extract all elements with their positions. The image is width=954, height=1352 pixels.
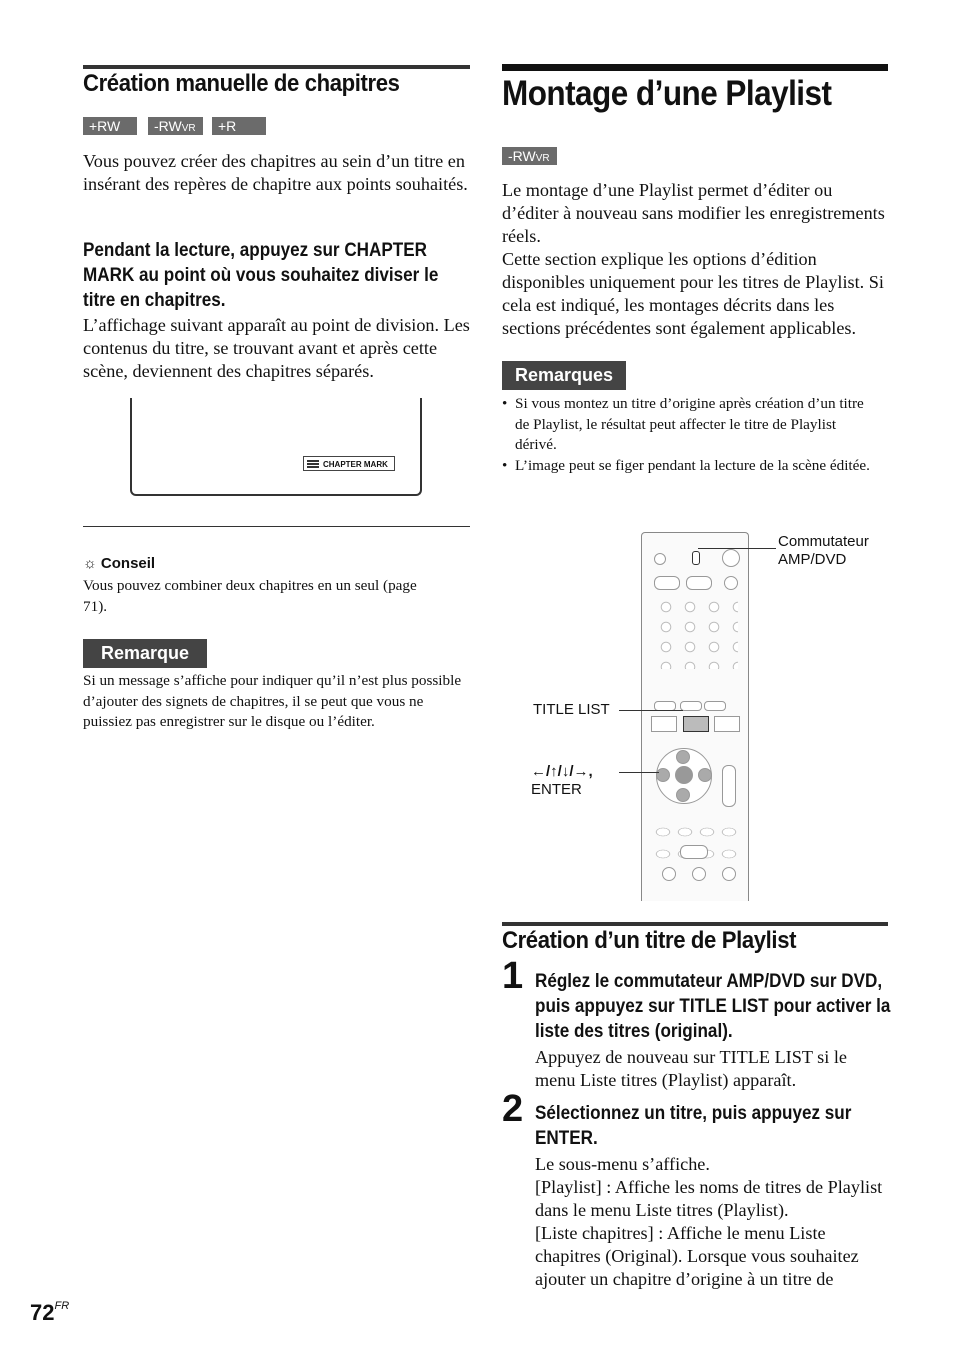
amp-dvd-callout bbox=[778, 533, 869, 569]
page-lang: FR bbox=[54, 1300, 70, 1312]
callout-line bbox=[698, 548, 776, 549]
section-rule bbox=[83, 65, 470, 69]
tip-title: Conseil bbox=[100, 555, 156, 572]
step-body: [Playlist] : Affiche les noms de titres de Playlist dans le menu Liste titres (Playlist). bbox=[535, 1177, 883, 1220]
lightbulb-icon: ☼ bbox=[83, 555, 97, 572]
remote-button bbox=[692, 867, 706, 881]
remote-button bbox=[722, 867, 736, 881]
title-list-button bbox=[683, 716, 709, 732]
chapter-title: Montage d’une Playlist bbox=[502, 74, 832, 113]
chapter-rule bbox=[502, 64, 888, 71]
format-badge-plus-r: +R bbox=[212, 117, 266, 135]
section-title: Création manuelle de chapitres bbox=[83, 70, 400, 97]
callout-label: Commutateur bbox=[778, 533, 869, 550]
remote-button bbox=[654, 576, 680, 590]
section-title: Création d’un titre de Playlist bbox=[502, 927, 797, 954]
divider bbox=[83, 526, 470, 527]
remote-button bbox=[662, 867, 676, 881]
remote-button bbox=[704, 701, 726, 711]
step-body: [Liste chapitres] : Affiche le menu Liste chapitres (Original). Lorsque vous souhaitez ajouter un chapitre d’origine à un titre de bbox=[535, 1223, 859, 1289]
arrow-right-button bbox=[698, 768, 712, 782]
step-instruction: Réglez le commutateur AMP/DVD sur DVD, puis appuyez sur TITLE LIST pour activer la liste des titres (original). bbox=[535, 971, 891, 1042]
section-rule bbox=[502, 922, 888, 926]
title-list-callout: TITLE LIST bbox=[533, 701, 610, 718]
notes-list bbox=[502, 394, 880, 476]
remote-button bbox=[722, 765, 736, 807]
page-number bbox=[30, 1300, 69, 1326]
play-button bbox=[680, 845, 708, 859]
note-text: Si un message s’affiche pour indiquer qu’il n’est plus possible d’ajouter des signets de chapitres, il se peut que vous ne puissiez pas enregistrer sur le disque ou l’éditer. bbox=[83, 672, 462, 730]
remote-button bbox=[680, 701, 702, 711]
screen-illustration bbox=[130, 398, 422, 496]
step-body: Le sous-menu s’affiche. bbox=[535, 1154, 710, 1174]
remote-button bbox=[714, 716, 740, 732]
intro-paragraph: Le montage d’une Playlist permet d’éditer ou d’éditer à nouveau sans modifier les enregistrements réels. bbox=[502, 180, 885, 246]
intro-paragraph: Vous pouvez créer des chapitres au sein d’un titre en insérant des repères de chapitre aux points souhaités. bbox=[83, 151, 468, 194]
remote-control-illustration bbox=[641, 532, 749, 901]
chapter-mark-label: CHAPTER MARK bbox=[323, 460, 388, 469]
instruction-body: L’affichage suivant apparaît au point de division. Les contenus du titre, se trouvant avant et après cette scène, deviennent des chapitres séparés. bbox=[83, 315, 470, 381]
step-instruction: Sélectionnez un titre, puis appuyez sur ENTER. bbox=[535, 1103, 852, 1149]
callout-label: AMP/DVD bbox=[778, 551, 847, 568]
step-body: Appuyez de nouveau sur TITLE LIST si le menu Liste titres (Playlist) apparaît. bbox=[535, 1047, 847, 1090]
arrow-left-button bbox=[656, 768, 670, 782]
notes-heading: Remarques bbox=[502, 361, 626, 390]
remote-button bbox=[686, 576, 712, 590]
chapter-mark-icon bbox=[307, 460, 319, 469]
tip-text: Vous pouvez combiner deux chapitres en un seul (page 71). bbox=[83, 577, 417, 615]
remote-button bbox=[654, 553, 666, 565]
page-number-value: 72 bbox=[30, 1300, 55, 1325]
format-badge-minus-rwvr: -RWVR bbox=[148, 117, 203, 135]
callout-line bbox=[619, 710, 683, 711]
remote-button bbox=[724, 576, 738, 590]
list-item: • L’image peut se figer pendant la lecture de la scène éditée. bbox=[502, 456, 880, 477]
instruction-heading: Pendant la lecture, appuyez sur CHAPTER MARK au point où vous souhaitez diviser le titre en chapitres. bbox=[83, 240, 439, 311]
arrow-down-button bbox=[676, 788, 690, 802]
chapter-mark-indicator bbox=[303, 456, 395, 471]
list-item: • Si vous montez un titre d’origine après création d’un titre de Playlist, le résultat peut affecter le titre de Playlist dérivé. bbox=[502, 394, 880, 456]
arrow-up-button bbox=[676, 750, 690, 764]
callout-line bbox=[619, 772, 659, 773]
remote-button bbox=[722, 549, 740, 567]
enter-button bbox=[675, 766, 693, 784]
step-number: 1 bbox=[502, 955, 524, 997]
format-badge-plus-rw: +RW bbox=[83, 117, 137, 135]
intro-paragraph-2: Cette section explique les options d’édition disponibles uniquement pour les titres de Playlist. Si cela est indiqué, les montages décrits dans les sections précédentes sont également applicables. bbox=[502, 249, 884, 338]
format-badge-minus-rwvr: -RWVR bbox=[502, 147, 557, 165]
number-keypad bbox=[654, 597, 738, 669]
remote-button bbox=[651, 716, 677, 732]
note-heading: Remarque bbox=[83, 639, 207, 668]
arrows-callout: ←/↑/↓/→, bbox=[531, 763, 593, 780]
step-number: 2 bbox=[502, 1088, 524, 1130]
amp-dvd-switch bbox=[692, 551, 700, 565]
tip-heading bbox=[83, 555, 155, 572]
enter-callout: ENTER bbox=[531, 781, 582, 798]
